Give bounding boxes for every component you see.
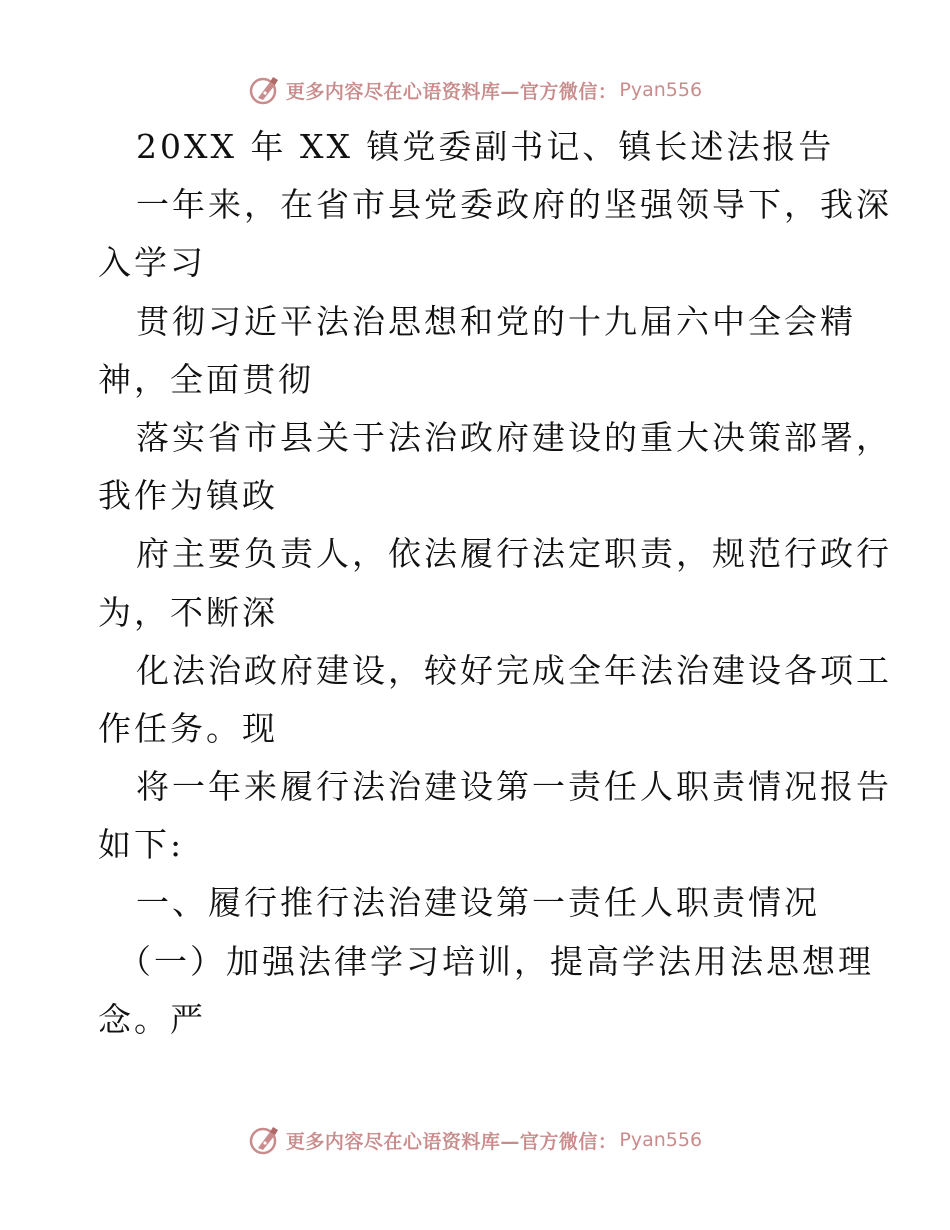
banner-text: 更多内容尽在心语资料库—官方微信： [285, 1130, 618, 1153]
document-title: 20XX 年 XX 镇党委副书记、镇长述法报告 [136, 127, 835, 166]
pen-nib-logo-icon [248, 1123, 282, 1157]
paragraph-line: 作任务。现 [98, 708, 278, 748]
banner-text: 更多内容尽在心语资料库—官方微信： [285, 80, 618, 103]
paragraph-line: 念。严 [98, 999, 206, 1039]
paragraph-line: 将一年来履行法治建设第一责任人职责情况报告 [136, 767, 892, 807]
banner-wechat-id: Pyan556 [619, 1129, 703, 1151]
footer-watermark-banner [0, 1120, 950, 1160]
document-body [98, 118, 892, 1049]
paragraph-line: 一年来，在省市县党委政府的坚强领导下，我深 [136, 185, 892, 225]
paragraph-line: 府主要负责人，依法履行法定职责，规范行政行 [136, 534, 892, 574]
section-heading: 一、履行推行法治建设第一责任人职责情况 [136, 883, 820, 923]
pen-nib-logo-icon [248, 73, 282, 107]
paragraph-line: 贯彻习近平法治思想和党的十九届六中全会精 [136, 301, 856, 341]
subsection-heading: （一）加强法律学习培训，提高学法用法思想理 [118, 941, 874, 981]
paragraph-line: 为，不断深 [98, 592, 278, 632]
paragraph-line: 落实省市县关于法治政府建设的重大决策部署， [136, 417, 892, 457]
paragraph-line: 如下: [98, 825, 185, 865]
paragraph-line: 化法治政府建设，较好完成全年法治建设各项工 [136, 650, 892, 690]
paragraph-line: 我作为镇政 [98, 476, 278, 516]
banner-wechat-id: Pyan556 [619, 79, 703, 101]
header-watermark-banner [0, 70, 950, 110]
paragraph-line: 神，全面贯彻 [98, 359, 314, 399]
paragraph-line: 入学习 [98, 243, 206, 283]
